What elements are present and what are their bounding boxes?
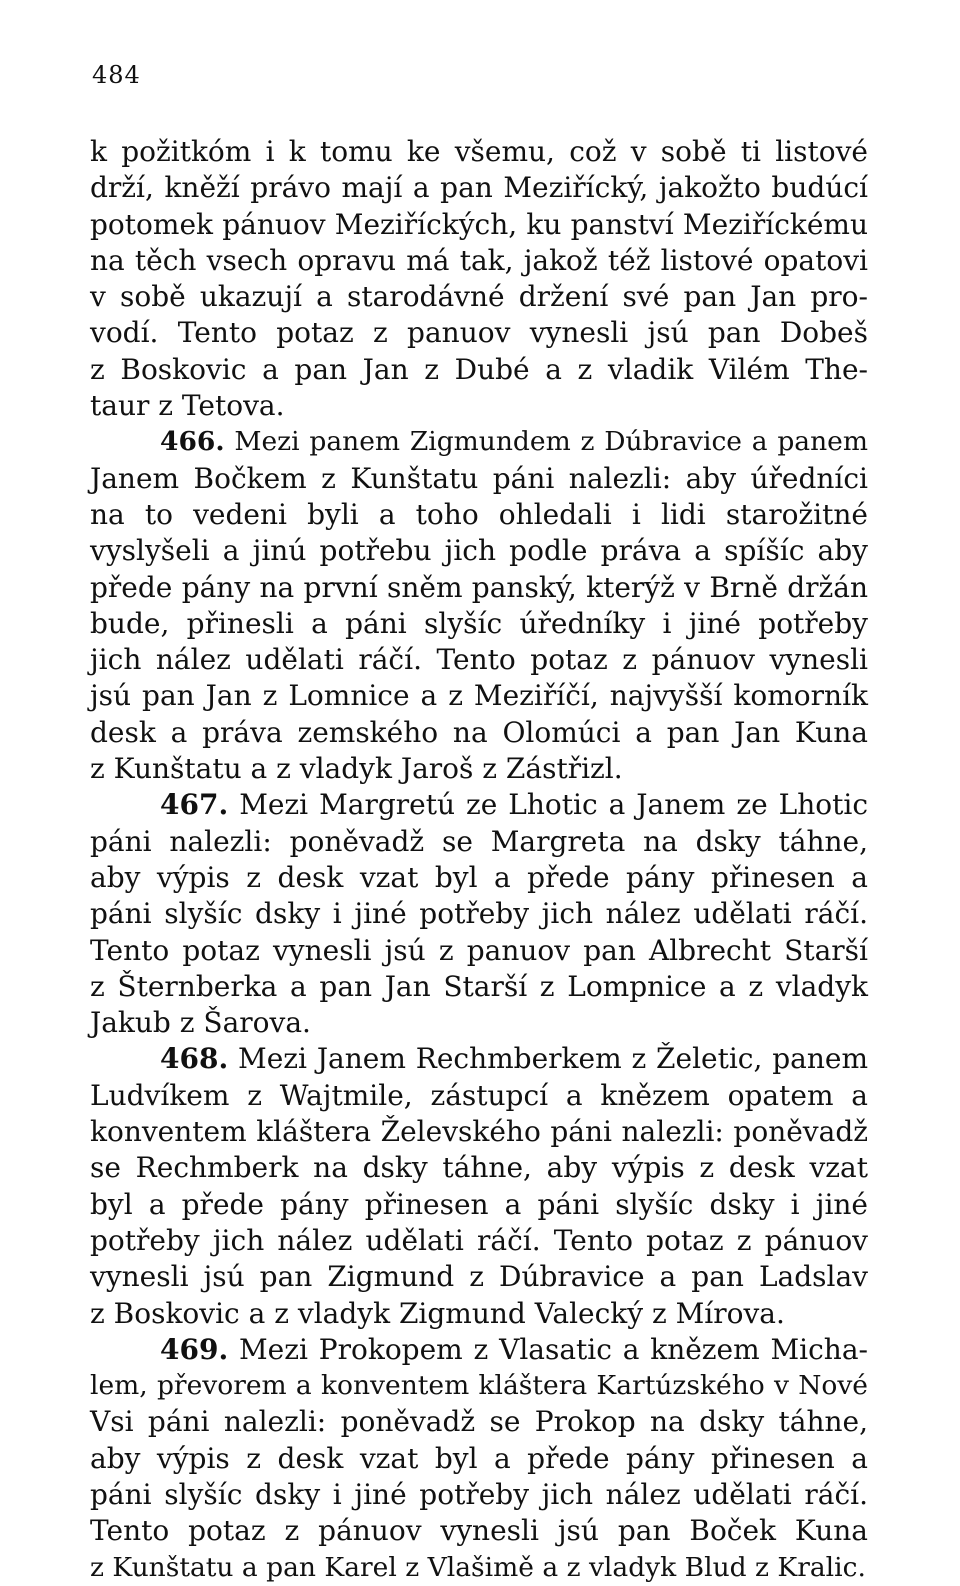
text-line	[90, 170, 868, 206]
text-line	[90, 1513, 868, 1549]
line-text: taur z Tetova.	[90, 389, 285, 423]
line-text: jich nález udělati ráčí. Tento potaz z pánuov vynesli	[90, 643, 868, 677]
paragraph	[90, 1332, 868, 1586]
text-line	[90, 388, 868, 424]
line-text: Mezi panem Zigmundem z Dúbravice a panem	[234, 426, 868, 458]
text-line	[90, 315, 868, 351]
line-text: konventem kláštera Želevského páni nalezli: poněvadž	[90, 1115, 868, 1149]
line-text: z Šternberka a pan Jan Starší z Lompnice a z vladyk	[90, 969, 868, 1003]
line-text: Tento potaz z pánuov vynesli jsú pan Boček Kuna	[90, 1514, 868, 1548]
text-line	[90, 1150, 868, 1186]
text-line	[90, 933, 868, 969]
line-text: potřeby jich nález udělati ráčí. Tento potaz z pánuov	[90, 1223, 868, 1257]
text-line	[90, 243, 868, 279]
line-text: Janem Bočkem z Kunštatu páni nalezli: aby úředníci	[90, 461, 868, 495]
line-text: Vsi páni nalezli: poněvadž se Prokop na dsky táhne,	[90, 1405, 868, 1439]
paragraph	[90, 1041, 868, 1331]
line-text: vynesli jsú pan Zigmund z Dúbravice a pan Ladslav	[90, 1260, 868, 1294]
line-text: Tento potaz vynesli jsú z panuov pan Albrecht Starší	[90, 933, 868, 967]
line-text: z Boskovic a z vladyk Zigmund Valecký z Mírova.	[90, 1296, 785, 1330]
line-text: na to vedeni byli a toho ohledali i lidi starožitné	[90, 497, 868, 531]
text-line	[90, 279, 868, 315]
line-text: Mezi Janem Rechmberkem z Želetic, panem	[238, 1042, 868, 1076]
paragraph	[90, 424, 868, 787]
page-number: 484	[92, 61, 141, 89]
text-line	[90, 424, 868, 460]
line-text: k požitkóm i k tomu ke všemu, což v sobě ti listové	[90, 135, 868, 168]
text-line	[90, 1259, 868, 1295]
text-line	[90, 1332, 868, 1368]
line-text: aby výpis z desk vzat byl a přede pány přinesen a	[90, 1441, 868, 1475]
line-text: drží, kněží právo mají a pan Meziřícký, jakožto budúcí	[90, 171, 868, 205]
line-text: aby výpis z desk vzat byl a přede pány přinesen a	[90, 860, 868, 894]
text-line	[90, 860, 868, 896]
line-text: lem, převorem a konventem kláštera Kartúzského v Nové	[90, 1370, 868, 1402]
text-line	[90, 1078, 868, 1114]
text-line	[90, 1041, 868, 1077]
line-text: z Kunštatu a pan Karel z Vlašimě a z vladyk Blud z Kralic.	[90, 1551, 866, 1583]
text-line	[90, 678, 868, 714]
text-line	[90, 1223, 868, 1259]
text-line	[90, 1005, 868, 1041]
line-text: vyslyšeli a jinú potřebu jich podle práva a spíšíc aby	[90, 534, 868, 568]
text-line	[90, 896, 868, 932]
line-text: potomek pánuov Meziříckých, ku panství Meziříckému	[90, 207, 868, 241]
line-text: Mezi Prokopem z Vlasatic a knězem Micha-	[239, 1332, 868, 1366]
line-text: Ludvíkem z Wajtmile, zástupcí a knězem opatem a	[90, 1078, 868, 1112]
line-text: přede pány na první sněm panský, kterýž v Brně držán	[90, 570, 868, 604]
body-text	[90, 134, 868, 1586]
section-number: 467.	[160, 788, 229, 822]
text-line	[90, 461, 868, 497]
section-number: 468.	[160, 1042, 229, 1076]
line-text: z Boskovic a pan Jan z Dubé a z vladik Vilém The-	[90, 352, 868, 386]
text-line	[90, 824, 868, 860]
line-text: páni slyšíc dsky i jiné potřeby jich nález udělati ráčí.	[90, 897, 868, 931]
text-line	[90, 533, 868, 569]
line-text: vodí. Tento potaz z panuov vynesli jsú pan Dobeš	[90, 316, 868, 350]
line-text: Jakub z Šarova.	[90, 1006, 311, 1040]
line-text: byl a přede pány přinesen a páni slyšíc dsky i jiné	[90, 1187, 868, 1221]
text-line	[90, 787, 868, 823]
line-text: páni nalezli: poněvadž se Margreta na dsky táhne,	[90, 824, 868, 858]
text-line	[90, 1550, 868, 1586]
section-number: 466.	[160, 426, 225, 458]
line-text: na těch vsech opravu má tak, jakož též listové opatovi	[90, 243, 868, 277]
line-text: se Rechmberk na dsky táhne, aby výpis z desk vzat	[90, 1151, 868, 1185]
text-line	[90, 606, 868, 642]
text-line	[90, 1441, 868, 1477]
text-line	[90, 715, 868, 751]
text-line	[90, 1187, 868, 1223]
line-text: desk a práva zemského na Olomúci a pan Jan Kuna	[90, 715, 868, 749]
text-line	[90, 969, 868, 1005]
text-line	[90, 1296, 868, 1332]
text-line	[90, 134, 868, 170]
text-line	[90, 642, 868, 678]
text-line	[90, 570, 868, 606]
section-number: 469.	[160, 1332, 229, 1366]
text-line	[90, 1404, 868, 1440]
line-text: bude, přinesli a páni slyšíc úředníky i jiné potřeby	[90, 606, 868, 640]
text-line	[90, 1477, 868, 1513]
line-text: v sobě ukazují a starodávné držení své pan Jan pro-	[90, 280, 868, 314]
text-line	[90, 207, 868, 243]
line-text: jsú pan Jan z Lomnice a z Meziříčí, najvyšší komorník	[90, 679, 868, 713]
line-text: z Kunštatu a z vladyk Jaroš z Zástřizl.	[90, 752, 623, 786]
line-text: páni slyšíc dsky i jiné potřeby jich nález udělati ráčí.	[90, 1477, 868, 1511]
text-line	[90, 1114, 868, 1150]
paragraph	[90, 134, 868, 424]
text-line	[90, 1368, 868, 1404]
text-line	[90, 352, 868, 388]
text-line	[90, 751, 868, 787]
text-line	[90, 497, 868, 533]
paragraph	[90, 787, 868, 1041]
line-text: Mezi Margretú ze Lhotic a Janem ze Lhotic	[239, 788, 868, 822]
